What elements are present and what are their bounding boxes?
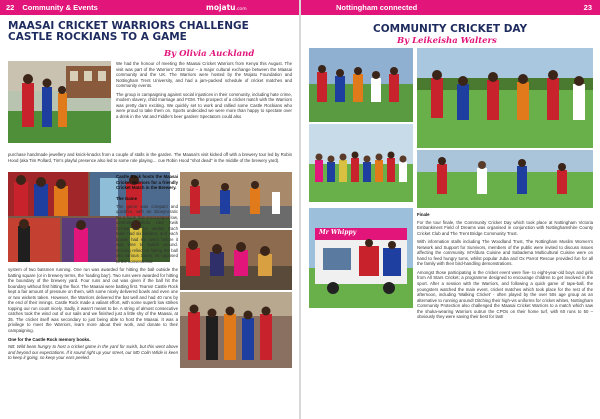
logo-text: mojatu [206,3,236,12]
intro-paragraph-1: We had the honour of meeting the Maasai Cricket Warriors from Kenya this August. The visit was part of the Warriors' 2018 tour – a major cultural exchange between the Maasai community and the UK. The Warriors were hosted by the Mojatu Foundation and Nottingham Trent University, and had a jam-packed schedule of cricket matches and community events. [116,61,292,89]
right-page [301,0,600,419]
article-byline-right: By Leikeisha Walters [397,36,497,46]
paragraph-match: system of two batsmen running. One run was awarded for hitting the ball outside the batting square (or in brewery terms, the 'loading bay'). Two runs were awarded for hitting the boundary of the brewery yard. Four runs and out was given if the ball hit the boundary without first hitting the floor. The Maasai were batting first. Teams! Castle Rock kept a fair amount of pressure on them, with some nicely delivered bowls and even one or two wickets taken. However, the Warriors delivered the bat well and had 40 runs by the end of their innings. Castle Rock made a valiant effort, with some superb low strikes topping our run count nicely. Sadly, it wasn't meant to be. A string of almost consecutive catches took the wind out of our sails and we finished just a little shy of the Maasai, at 35. The cricket itself was secondary to just being able to host the Maasai. It was a privilege to meet the Warriors, learn more about their work, and donate to their campaigning. [8,267,178,334]
left-page-header [0,0,299,15]
page-number-right: 23 [583,3,592,12]
finale-paragraph-2: With information stalls including The Woodland Trust, The Nottingham Muslim Women's Network and Support for Survivors, members of the public were invited to discuss issues affecting the community. M'Afdura Cuisine and Sabadema Multicultural Cuisine were on hand to feed hungry tums, whilst popular Juba and Ox Parrot Rescue provided fun for all the family with their bird-handling demonstrations. [417,239,593,267]
paragraph-brewery-tour: purchase handmade jewellery and knick-knacks from a couple of stalls in the garden. The Maasai's visit kicked off with a brewery tour led by Robin Hood (aka Tim Pollard, Tim's playful presence also led to some role playing… cue Robin Hood "shot dead" in the middle of the brewery yard). [8,152,292,163]
article-headline: MAASAI CRICKET WARRIORS CHALLENGE CASTLE ROCKIANS TO A GAME [8,20,249,44]
photo-caption: Castle Rock hosts the Maasai Cricket Warriors for a friendly Cricket Match in the Brewery. [116,174,178,191]
intro-paragraph-2: The group is campaigning against social injustices in their community, including hate crime, modern slavery, child marriage and FGM. The prospect of a cricket match with the Warriors was pretty darn exciting. We quickly set to work and rallied some Castle Rockians who were proud to take them on. Sports undecided we were more than happy to spectate over a drink in the Vat and Fiddle's beer garden! Spectators could also [116,91,292,119]
full-width-paragraph [8,152,292,166]
photo-children-group [309,124,413,202]
mojatu-logo [206,0,247,15]
right-page-header [301,0,600,15]
photo-ice-cream-van [309,208,413,308]
photo-warriors-field [417,48,593,148]
game-paragraph: The game was compact and quickfire, with an idiosyncratic six-a-book that encouraged low, controlled shots. Like Kwik Cricket but for adults! Each team had six fielders, and each bowler had six overs before it was time to switch around. Scoring relied on hitting the ball into various zones, as opposed to the conventional [116,203,178,265]
photo-spectators [180,230,292,290]
finale-paragraph-1: For the tour finale, the Community Cricket Day which took place at Nottingham Victoria Embankment Field of Dreams was organised in conjunction with Nottinghamshire County Cricket Club and The Trent Bridge Community Trust. [417,219,593,236]
van-sign-text: Mr Whippy [319,229,357,236]
article-headline-right: COMMUNITY CRICKET DAY [373,23,528,35]
article-signoff: One for the Castle Rock memory books. [8,336,91,342]
finale-section [417,212,593,323]
article-note: NB: Wild bean hungry to host a cricket game in the yard for swish, but this went above and beyond our expectations. If it sound right up your street, our MD Colin Wilde is keen to keep it going, so keep your ears peeled. [8,344,178,361]
photo-community-crowd [309,48,413,122]
photo-match-play [417,150,593,208]
photo-warrior-team [180,292,292,368]
game-subheading: The Game [116,196,138,201]
finale-paragraph-3: Amongst those participating in the cricket event were five- to eight-year-old boys and girls from All Stars Cricket; a programme designed to encourage children to get involved in the sport. After a session with the Warriors, and following a quick game of tape-ball, the youngsters watched the main event, cricket matches which took place for the rest of the afternoon, including 'Walking Cricket' - often played by the over 50s age group as an alternative to running around! Ditching their high-vis uniforms for cricket whites, Nottingham Community Protection also challenged the Maasai Cricket Warriors to a match which saw the shuka-wearing Warriors outrun the CPOs on their home turf, with 60 runs to 50 – obviously they were saving their best for last! [417,269,593,320]
intro-text [116,61,292,122]
caption-column [116,174,178,193]
photo-warriors-arrival [8,61,111,143]
game-section [116,196,178,268]
page-number-left: 22 [6,3,15,12]
article-byline: By Olivia Auckland [164,49,255,59]
logo-suffix: .com [235,7,247,12]
publication-title: Nottingham connected [336,3,418,12]
section-title: Community & Events [22,3,98,12]
bottom-text-block [8,267,178,364]
finale-subheading: Finale [417,212,430,217]
left-page [0,0,299,419]
photo-batting [180,172,292,228]
